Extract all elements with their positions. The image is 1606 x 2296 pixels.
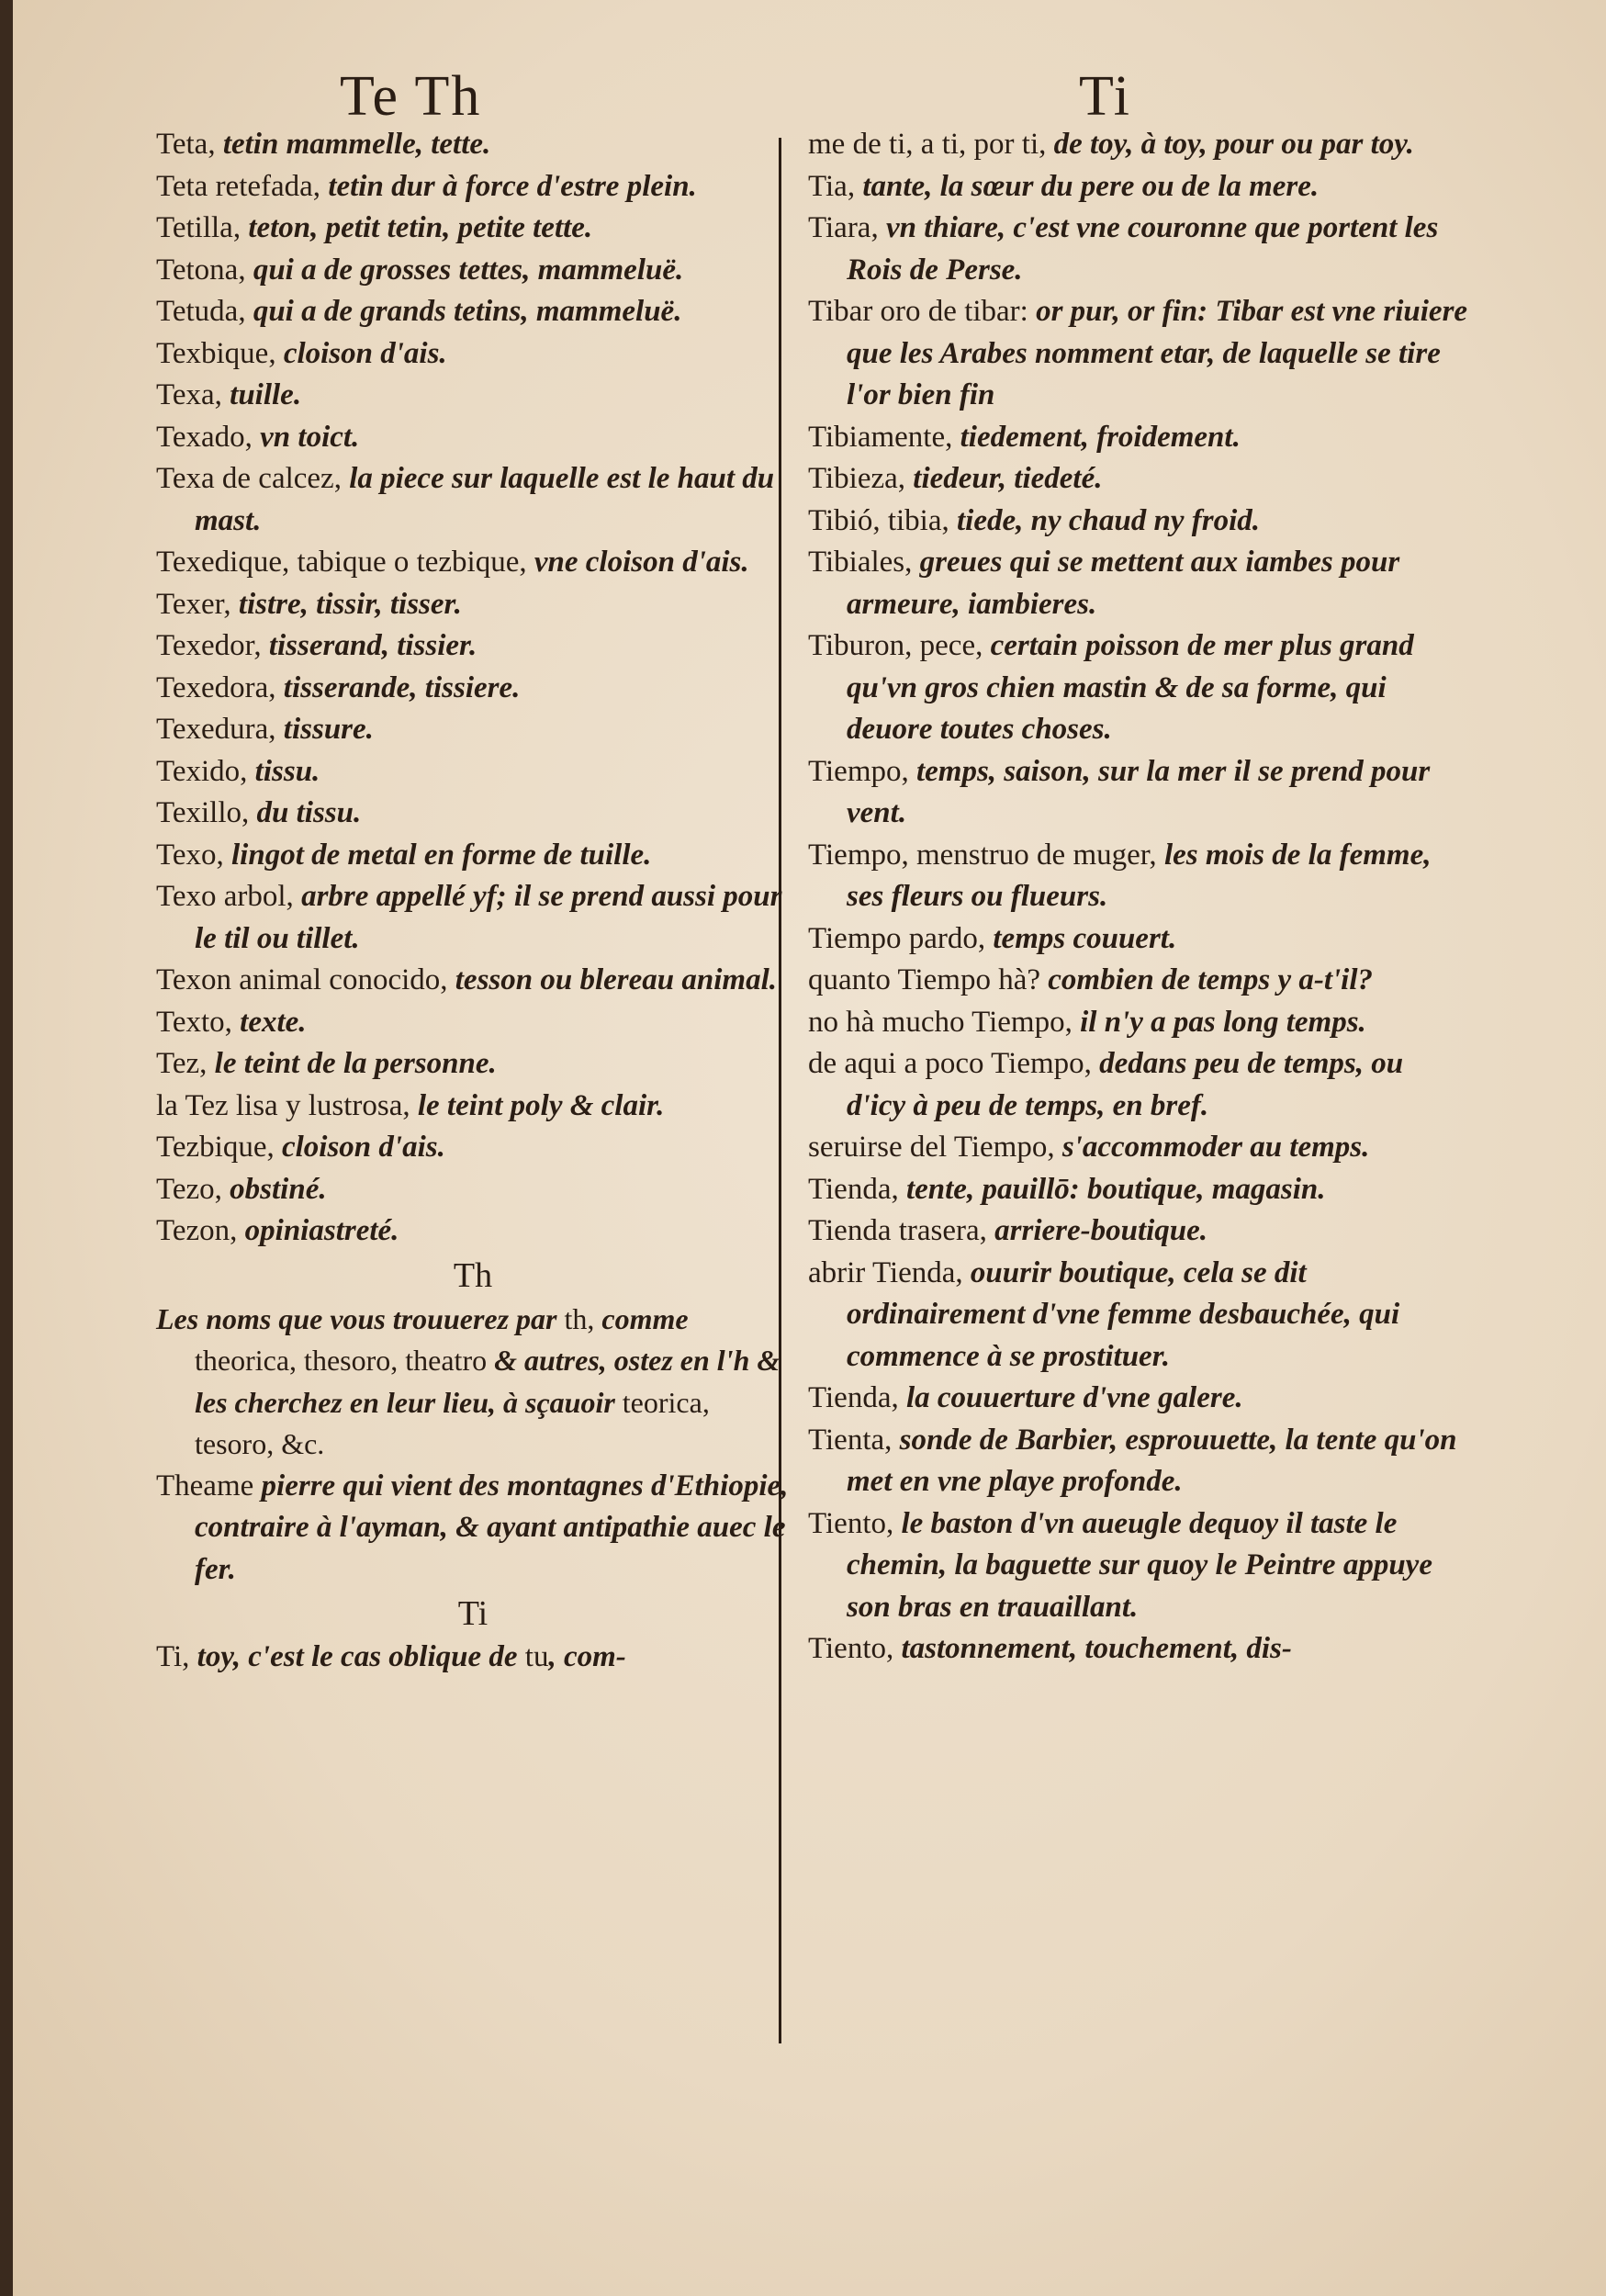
dictionary-entry xyxy=(808,1043,1469,1127)
dictionary-entry xyxy=(808,835,1469,918)
dictionary-entry xyxy=(156,793,790,835)
definition: qui a de grosses tettes, mammeluë. xyxy=(253,253,684,287)
headword: Tetilla, xyxy=(156,211,249,244)
headword: me de ti, a ti, por ti, xyxy=(808,128,1054,161)
definition: les mois de la femme, ses fleurs ou flueurs. xyxy=(847,838,1432,913)
headword: Tienta, xyxy=(808,1423,900,1457)
headword: Texillo, xyxy=(156,796,257,829)
dictionary-entry xyxy=(808,1253,1469,1379)
dictionary-entry xyxy=(156,584,790,626)
headword: la Tez lisa y lustrosa, xyxy=(156,1088,418,1122)
dictionary-entry xyxy=(156,751,790,793)
headword: Texedura, xyxy=(156,713,284,746)
dictionary-entry xyxy=(156,542,790,584)
headword: Tiento, xyxy=(808,1632,902,1665)
dictionary-entry xyxy=(156,124,790,166)
dictionary-entry xyxy=(156,835,790,877)
headword: quanto Tiempo hà? xyxy=(808,963,1049,996)
headword: Texto, xyxy=(156,1005,241,1039)
page-edge xyxy=(0,0,13,2296)
definition: opiniastreté. xyxy=(244,1214,399,1247)
headword: Texo, xyxy=(156,838,232,872)
running-header-left: Te Th xyxy=(340,65,482,128)
definition: obstiné. xyxy=(230,1172,327,1206)
th-note: Les noms que vous trouuerez par th, comme theorica, thesoro, theatro & autres, ostez en l'h & les cherchez en leur lieu, à sçauoir teorica, tesoro, &c. xyxy=(156,1301,781,1460)
dictionary-entry xyxy=(808,1210,1469,1253)
dictionary-entry xyxy=(156,1043,790,1086)
dictionary-entry xyxy=(156,960,790,1002)
dictionary-entry xyxy=(808,1127,1469,1169)
definition: le teint poly & clair. xyxy=(417,1088,665,1122)
headword: Tetuda, xyxy=(156,295,253,328)
definition: arriere-boutique. xyxy=(994,1214,1208,1247)
headword: Texo arbol, xyxy=(156,880,302,913)
definition: de toy, à toy, pour ou par toy. xyxy=(1053,128,1414,161)
definition: vn thiare, c'est vne couronne que portent les Rois de Perse. xyxy=(847,211,1439,287)
definition: tisserand, tissier. xyxy=(268,629,477,662)
definition: tistre, tissir, tisser. xyxy=(238,587,462,621)
headword: Tibiamente, xyxy=(808,420,960,454)
definition: qui a de grands tetins, mammeluë. xyxy=(253,295,682,328)
definition: sonde de Barbier, esprouuette, la tente qu'on met en vne playe profonde. xyxy=(847,1423,1457,1498)
dictionary-entry xyxy=(808,1420,1469,1503)
headword: Tez, xyxy=(156,1047,215,1080)
headword: Tienda, xyxy=(808,1381,906,1414)
definition: or pur, or fin: Tibar est vne riuiere que les Arabes nomment etar, de laquelle se tire l'or bien fin xyxy=(847,295,1468,411)
dictionary-entry xyxy=(808,751,1469,835)
dictionary-entry xyxy=(156,375,790,417)
definition: tante, la sœur du pere ou de la mere. xyxy=(862,169,1320,203)
headword: Tibiales, xyxy=(808,546,920,579)
dictionary-entry xyxy=(156,709,790,751)
definition: vne cloison d'ais. xyxy=(533,546,749,579)
dictionary-entry xyxy=(156,208,790,250)
headword: Tienda trasera, xyxy=(808,1214,995,1247)
dictionary-entry xyxy=(808,960,1469,1002)
section-heading-th: Th xyxy=(453,1255,493,1295)
headword: Tetona, xyxy=(156,253,253,287)
headword: Texido, xyxy=(156,754,255,788)
headword: Texedique, tabique o tezbique, xyxy=(156,546,534,579)
headword: abrir Tienda, xyxy=(808,1255,971,1289)
headword: Tiara, xyxy=(808,211,886,244)
definition: le baston d'vn aueugle dequoy il taste le chemin, la baguette sur quoy le Peintre appuye son bras en trauaillant. xyxy=(847,1506,1432,1624)
definition: s'accommoder au temps. xyxy=(1061,1131,1370,1164)
definition: temps, saison, sur la mer il se prend pour vent. xyxy=(847,754,1431,829)
dictionary-entry xyxy=(156,625,790,668)
dictionary-entry xyxy=(156,291,790,333)
dictionary-entry xyxy=(808,291,1469,417)
definition: tesson ou blereau animal. xyxy=(455,963,777,996)
headword: Tienda, xyxy=(808,1172,906,1206)
dictionary-entry xyxy=(156,250,790,292)
dictionary-entry xyxy=(808,1628,1469,1671)
definition: tente, pauillō: boutique, magasin. xyxy=(905,1172,1326,1206)
definition: dedans peu de temps, ou d'icy à peu de temps, en bref. xyxy=(847,1047,1404,1122)
headword: Tiempo, menstruo de muger, xyxy=(808,838,1164,872)
definition: tuille. xyxy=(230,378,302,411)
definition: tiedement, froidement. xyxy=(960,420,1241,454)
headword: Texer, xyxy=(156,587,239,621)
headword: no hà mucho Tiempo, xyxy=(808,1005,1081,1039)
dictionary-entry xyxy=(808,166,1469,208)
dictionary-entry xyxy=(156,166,790,208)
headword: Tia, xyxy=(808,169,863,203)
definition: teton, petit tetin, petite tette. xyxy=(248,211,593,244)
dictionary-entry xyxy=(156,1086,790,1128)
dictionary-entry xyxy=(156,417,790,459)
dictionary-entry xyxy=(808,417,1469,459)
left-column xyxy=(156,124,790,1679)
headword: de aqui a poco Tiempo, xyxy=(808,1047,1100,1080)
definition: la piece sur laquelle est le haut du mast. xyxy=(195,462,775,537)
definition: tisserande, tissiere. xyxy=(283,670,521,704)
dictionary-entry xyxy=(156,1210,790,1253)
definition: le teint de la personne. xyxy=(214,1047,497,1080)
definition: ouurir boutique, cela se dit ordinairement d'vne femme desbauchée, qui commence à se prostituer. xyxy=(847,1255,1400,1373)
definition: certain poisson de mer plus grand qu'vn gros chien mastin & de sa forme, qui deuore toutes choses. xyxy=(847,629,1414,746)
section-heading-ti: Ti xyxy=(457,1594,489,1633)
headword: Tibió, tibia, xyxy=(808,503,957,537)
dictionary-entry xyxy=(808,542,1469,625)
headword: Tibar oro de tibar: xyxy=(808,295,1037,328)
definition: la couuerture d'vne galere. xyxy=(905,1381,1243,1414)
dictionary-entry xyxy=(808,124,1469,166)
definition: cloison d'ais. xyxy=(283,336,447,370)
headword: Tezon, xyxy=(156,1214,245,1247)
dictionary-entry xyxy=(156,668,790,710)
headword: seruirse del Tiempo, xyxy=(808,1131,1062,1164)
dictionary-entry xyxy=(808,1169,1469,1211)
definition: vn toict. xyxy=(260,420,360,454)
dictionary-entry xyxy=(156,1127,790,1169)
dictionary-entry xyxy=(808,208,1469,291)
headword: Texa, xyxy=(156,378,230,411)
dictionary-entry-ti: Ti, toy, c'est le cas oblique de tu, com- xyxy=(156,1640,626,1673)
definition: tetin mammelle, tette. xyxy=(222,128,491,161)
dictionary-entry xyxy=(156,1002,790,1044)
headword: Tibieza, xyxy=(808,462,914,495)
dictionary-entry xyxy=(808,625,1469,751)
headword: Tiempo pardo, xyxy=(808,921,994,955)
definition: arbre appellé yf; il se prend aussi pour le til ou tillet. xyxy=(195,880,782,955)
headword: Teta retefada, xyxy=(156,169,329,203)
dictionary-entry xyxy=(808,1378,1469,1420)
dictionary-entry xyxy=(808,458,1469,501)
definition: tastonnement, touchement, dis- xyxy=(901,1632,1292,1665)
definition: tissure. xyxy=(283,713,374,746)
definition: lingot de metal en forme de tuille. xyxy=(231,838,652,872)
headword: Texedora, xyxy=(156,670,284,704)
definition: il n'y a pas long temps. xyxy=(1080,1005,1366,1039)
definition: tetin dur à force d'estre plein. xyxy=(328,169,697,203)
dictionary-entry xyxy=(156,458,790,542)
headword: Texa de calcez, xyxy=(156,462,350,495)
right-column xyxy=(808,124,1469,1671)
definition: texte. xyxy=(240,1005,307,1039)
headword: Tezo, xyxy=(156,1172,230,1206)
dictionary-entry-theame: Theame pierre qui vient des montagnes d'Ethiopie, contraire à l'ayman, & ayant antipathie auec le fer. xyxy=(156,1469,789,1586)
dictionary-entry xyxy=(808,918,1469,961)
headword: Tiento, xyxy=(808,1506,902,1540)
definition: tiedeur, tiedeté. xyxy=(913,462,1103,495)
dictionary-entry xyxy=(156,333,790,376)
headword: Texado, xyxy=(156,420,261,454)
definition: tiede, ny chaud ny froid. xyxy=(957,503,1260,537)
definition: combien de temps y a-t'il? xyxy=(1048,963,1374,996)
definition: greues qui se mettent aux iambes pour armeure, iambieres. xyxy=(847,546,1400,621)
headword: Tiempo, xyxy=(808,754,916,788)
dictionary-entry xyxy=(808,501,1469,543)
headword: Texon animal conocido, xyxy=(156,963,455,996)
running-header-right: Ti xyxy=(1079,65,1131,128)
headword: Tiburon, pece, xyxy=(808,629,991,662)
dictionary-entry xyxy=(808,1503,1469,1629)
dictionary-entry xyxy=(808,1002,1469,1044)
definition: du tissu. xyxy=(256,796,362,829)
headword: Texbique, xyxy=(156,336,284,370)
definition: cloison d'ais. xyxy=(281,1131,445,1164)
definition: tissu. xyxy=(254,754,320,788)
headword: Tezbique, xyxy=(156,1131,282,1164)
dictionary-entry xyxy=(156,1169,790,1211)
definition: temps couuert. xyxy=(993,921,1177,955)
headword: Texedor, xyxy=(156,629,269,662)
dictionary-entry xyxy=(156,876,790,960)
headword: Teta, xyxy=(156,128,223,161)
